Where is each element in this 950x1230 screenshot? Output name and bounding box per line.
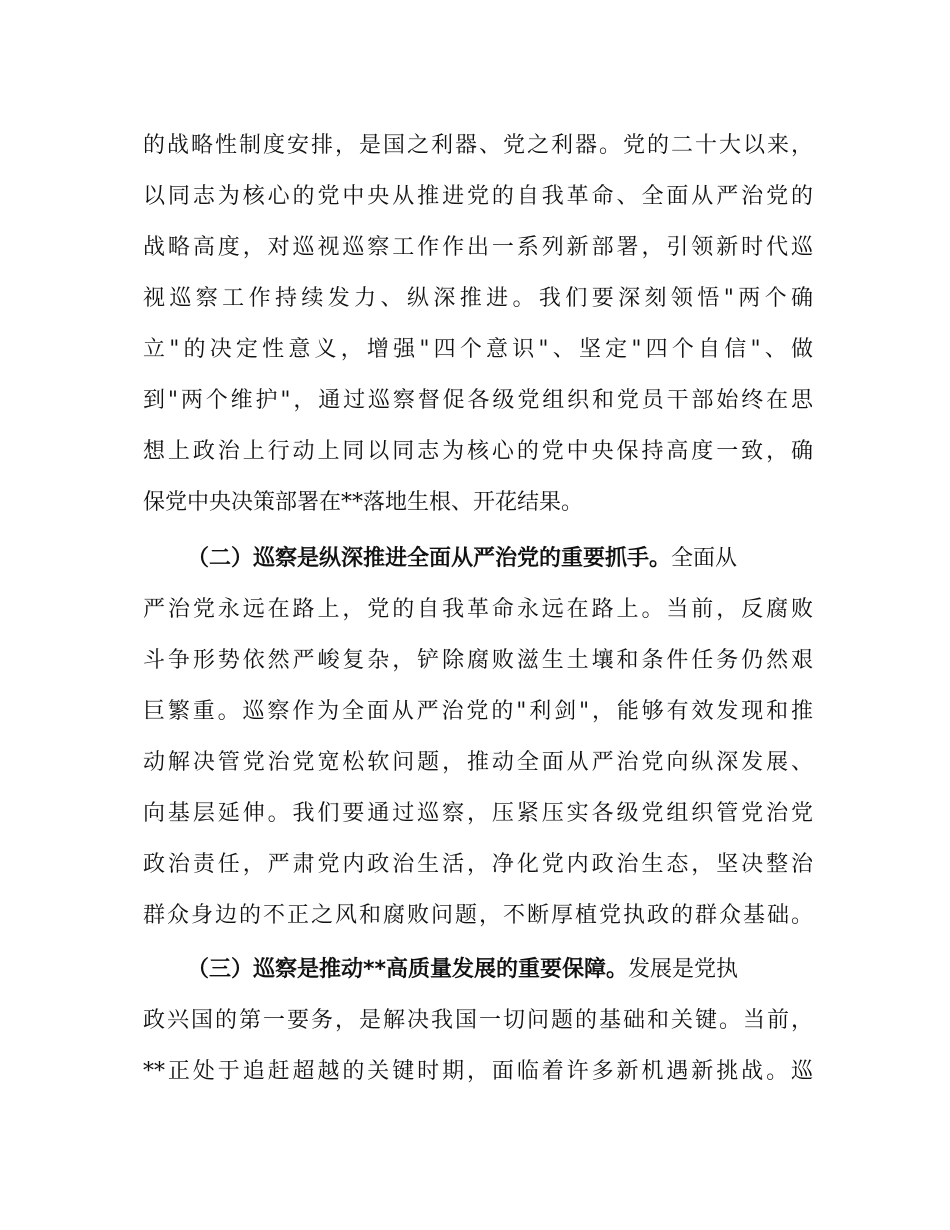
paragraph-2	[143, 533, 813, 941]
text-line: 斗争形势依然严峻复杂，铲除腐败滋生土壤和条件任务仍然艰	[143, 648, 813, 673]
text-line: 群众身边的不正之风和腐败问题，不断厚植党执政的群众基础。	[143, 903, 813, 928]
section-heading: （三）巡察是推动**高质量发展的重要保障。	[187, 957, 629, 982]
text-line: 向基层延伸。我们要通过巡察，压紧压实各级党组织管党治党	[143, 801, 813, 826]
text-line: 政治责任，严肃党内政治生活，净化党内政治生态，坚决整治	[143, 852, 813, 877]
text-line: 巨繁重。巡察作为全面从严治党的"利剑"，能够有效发现和推	[143, 699, 813, 724]
text-line: **正处于追赶超越的关键时期，面临着许多新机遇新挑战。巡	[143, 1059, 813, 1084]
text-line: 政兴国的第一要务，是解决我国一切问题的基础和关键。当前，	[143, 1008, 813, 1033]
text-line: 想上政治上行动上同以同志为核心的党中央保持高度一致，确	[143, 439, 813, 464]
paragraph-first-line	[143, 533, 813, 584]
text-line: 立"的决定性意义，增强"四个意识"、坚定"四个自信"、做	[143, 337, 813, 362]
text-line: 视巡察工作持续发力、纵深推进。我们要深刻领悟"两个确	[143, 286, 813, 311]
text-line: 保党中央决策部署在**落地生根、开花结果。	[143, 490, 584, 515]
section-heading: （二）巡察是纵深推进全面从严治党的重要抓手。	[187, 546, 672, 571]
paragraph-first-line	[143, 944, 813, 995]
text-line: 战略高度，对巡视巡察工作作出一系列新部署，引领新时代巡	[143, 235, 813, 260]
paragraph-3	[143, 944, 813, 1097]
paragraph-1	[143, 120, 813, 528]
text-line: 的战略性制度安排，是国之利器、党之利器。党的二十大以来，	[143, 133, 813, 158]
text-line: 以同志为核心的党中央从推进党的自我革命、全面从严治党的	[143, 184, 813, 209]
text-line: 到"两个维护"，通过巡察督促各级党组织和党员干部始终在思	[143, 388, 813, 413]
text-run: 全面从	[671, 546, 738, 571]
text-line: 动解决管党治党宽松软问题，推动全面从严治党向纵深发展、	[143, 750, 813, 775]
text-run: 发展是党执	[628, 957, 739, 982]
text-line: 严治党永远在路上，党的自我革命永远在路上。当前，反腐败	[143, 597, 813, 622]
